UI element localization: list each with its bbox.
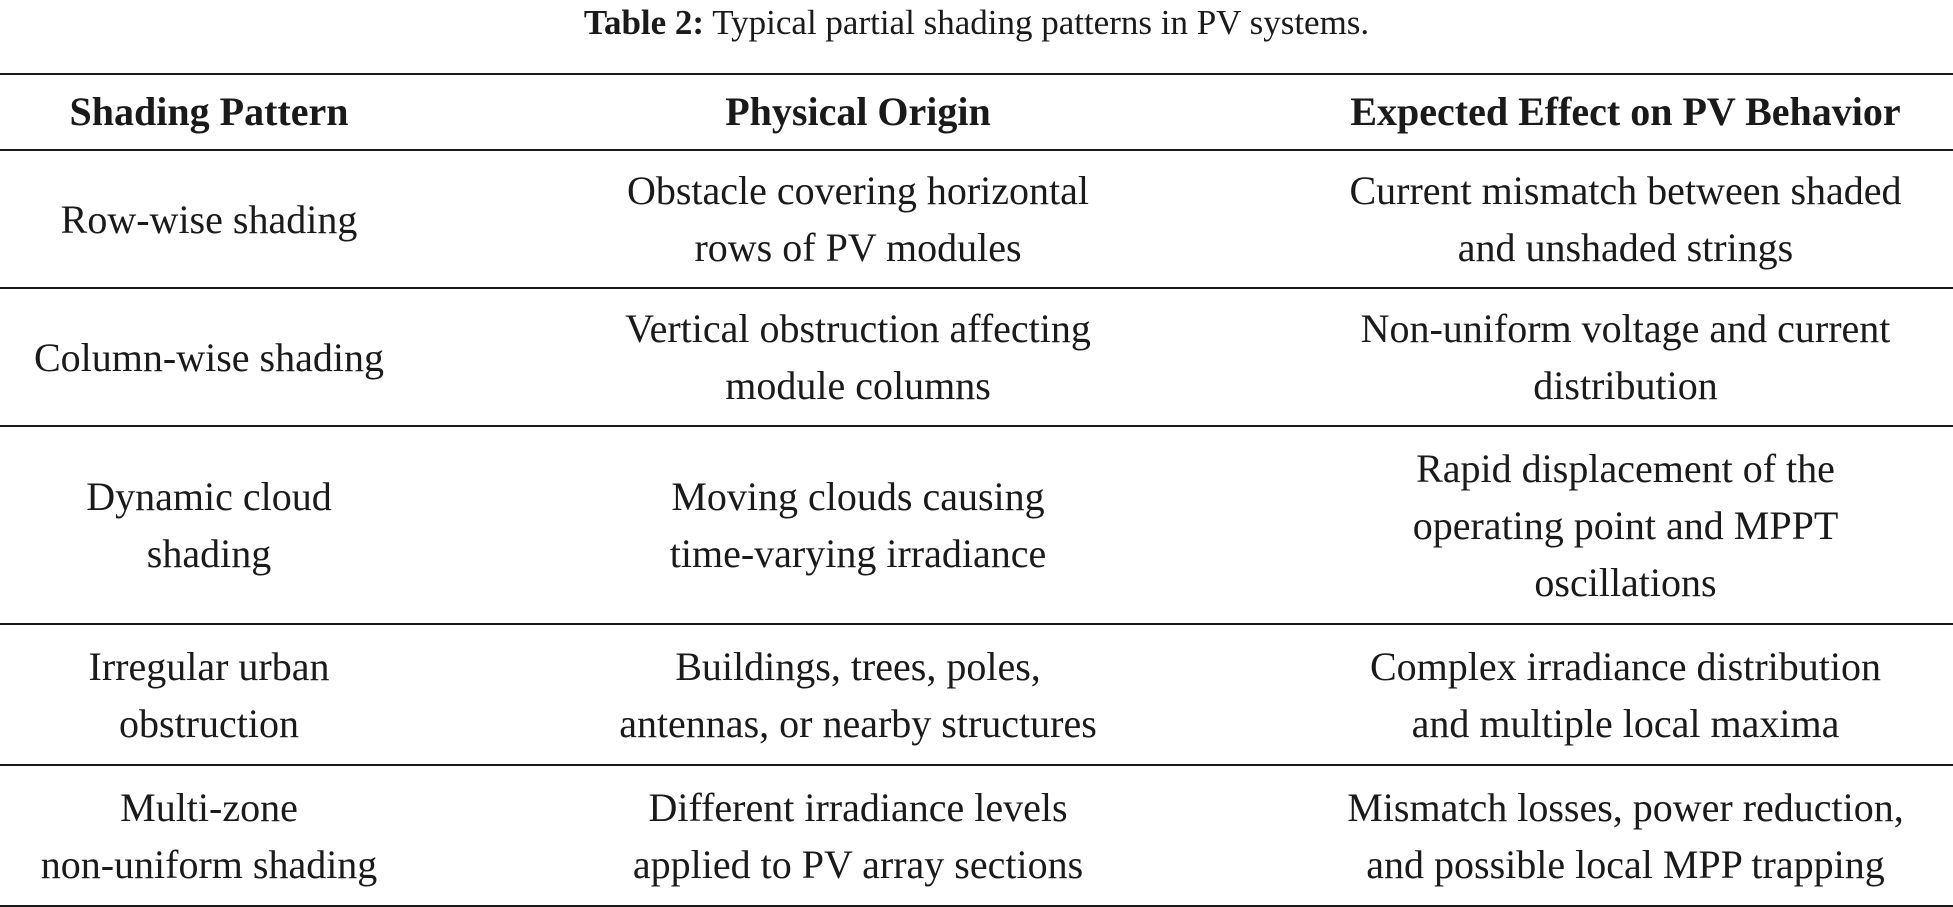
table-row <box>0 765 1953 906</box>
cell-shading-pattern: Irregular urban obstruction <box>88 643 330 746</box>
shading-patterns-table <box>0 73 1953 907</box>
cell-expected-effect: Complex irradiance distribution and multiple local maxima <box>1370 643 1881 746</box>
table-caption <box>0 0 1953 44</box>
caption-label: Table 2: <box>583 3 705 42</box>
table-row <box>0 150 1953 288</box>
cell-expected-effect: Rapid displacement of the operating point and MPPT oscillations <box>1412 445 1839 605</box>
caption-text: Typical partial shading patterns in PV systems. <box>712 3 1370 42</box>
cell-shading-pattern: Row-wise shading <box>60 196 358 242</box>
cell-physical-origin: Buildings, trees, poles, antennas, or nearby structures <box>619 643 1097 746</box>
cell-shading-pattern: Multi-zone non-uniform shading <box>40 784 378 887</box>
cell-physical-origin: Moving clouds causing time-varying irradiance <box>669 474 1047 576</box>
table-header-row <box>0 74 1953 150</box>
table-row <box>0 426 1953 624</box>
cell-physical-origin: Obstacle covering horizontal rows of PV modules <box>626 168 1090 270</box>
cell-expected-effect: Mismatch losses, power reduction, and possible local MPP trapping <box>1347 784 1904 887</box>
column-header-physical-origin: Physical Origin <box>725 89 991 134</box>
cell-physical-origin: Vertical obstruction affecting module columns <box>625 306 1091 408</box>
column-header-shading-pattern: Shading Pattern <box>69 89 349 134</box>
cell-shading-pattern: Dynamic cloud shading <box>86 474 332 576</box>
cell-physical-origin: Different irradiance levels applied to PV array sections <box>632 784 1084 887</box>
cell-shading-pattern: Column-wise shading <box>34 334 384 380</box>
cell-expected-effect: Current mismatch between shaded and unshaded strings <box>1349 168 1902 270</box>
table-row <box>0 288 1953 426</box>
column-header-expected-effect: Expected Effect on PV Behavior <box>1350 89 1901 134</box>
table-row <box>0 624 1953 765</box>
cell-expected-effect: Non-uniform voltage and current distribution <box>1360 306 1891 408</box>
